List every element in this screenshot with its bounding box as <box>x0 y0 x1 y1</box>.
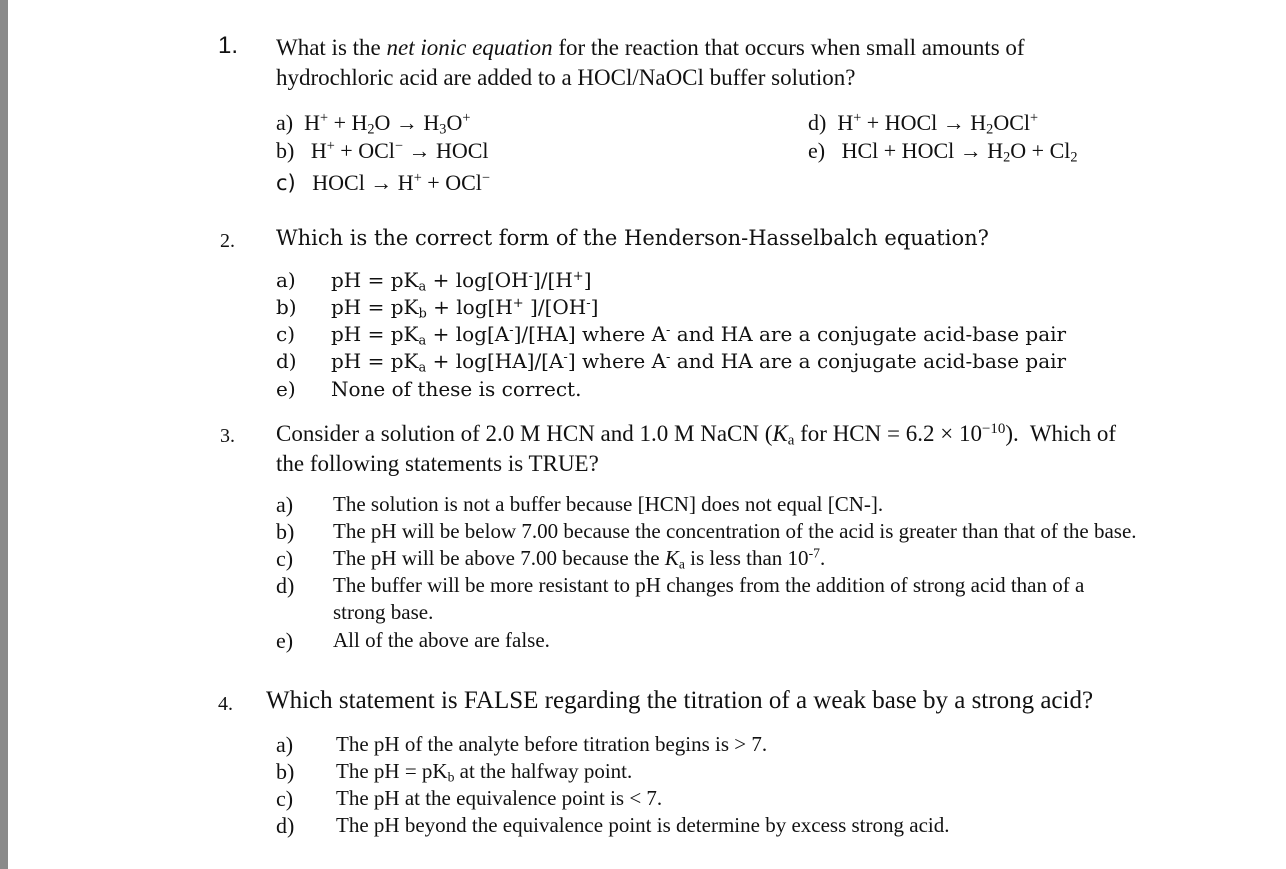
question-number: 2. <box>220 230 235 252</box>
option-letter: c) <box>276 786 294 811</box>
option-b[interactable]: The pH = $pK_b$ at the halfway point. <box>336 759 633 785</box>
question-text: Which statement is FALSE regarding the titration of a weak base by a strong acid? <box>266 687 1094 714</box>
option-letter: c) <box>276 322 296 346</box>
option-d-line-2[interactable]: strong base. <box>333 600 434 624</box>
option-letter: b) <box>276 295 297 319</box>
question-text-line-2: hydrochloric acid are added to a HOCl/NaOCl buffer solution? <box>276 65 856 90</box>
question-text-line-1: What is the net ionic equation for the reaction that occurs when small amounts of <box>276 35 1025 60</box>
option-b[interactable]: b) H+ + OCl− → HOCl <box>276 138 489 163</box>
question-number: 3. <box>220 425 235 447</box>
option-e[interactable]: All of the above are false. <box>333 628 550 652</box>
option-letter: c) <box>276 546 294 571</box>
left-window-edge <box>0 0 8 869</box>
option-d[interactable]: pH = $pK_a + \log[HA]/[A^-]$ where A- and HA are a conjugate acid-base pair <box>331 349 1067 376</box>
question-text: Which is the correct form of the Henderson-Hasselbalch equation? <box>276 226 989 250</box>
question-text-line-2: the following statements is TRUE? <box>276 451 599 476</box>
option-c[interactable]: c) HOCl → H+ + OCl− <box>276 170 490 195</box>
option-d-line-1[interactable]: The buffer will be more resistant to pH changes from the addition of strong acid than of a <box>333 573 1085 597</box>
option-letter: e) <box>276 377 296 401</box>
option-b[interactable]: The pH will be below 7.00 because the concentration of the acid is greater than that of the base. <box>333 519 1137 543</box>
option-letter: a) <box>276 732 294 757</box>
option-a[interactable]: pH = $pK_a + \log[OH^-]/[H^+]$ <box>331 268 592 295</box>
option-c[interactable]: pH = $pK_a + \log[A^-]/[HA]$ where A- and HA are a conjugate acid-base pair <box>331 322 1067 349</box>
option-letter: b) <box>276 519 295 544</box>
option-b[interactable]: pH = $pK_b + \log[H^+$ ]/[OH-] <box>331 295 599 322</box>
option-letter: a) <box>276 492 294 517</box>
option-c[interactable]: The pH at the equivalence point is < 7. <box>336 786 663 810</box>
option-c[interactable]: The pH will be above 7.00 because the $K_a$ is less than $10^{-7}$. <box>333 545 826 572</box>
option-letter: e) <box>276 628 294 653</box>
option-e[interactable]: e) HCl + HOCl → $H_2O + Cl_2$ <box>808 138 1078 166</box>
option-e[interactable]: None of these is correct. <box>331 377 582 401</box>
option-letter: a) <box>276 268 296 292</box>
question-number: 1. <box>218 32 239 59</box>
option-a[interactable]: The pH of the analyte before titration begins is > 7. <box>336 732 768 756</box>
question-text-line-1: Consider a solution of 2.0 M HCN and 1.0 M NaCN ($K_a$ for HCN = $6.2 \times 10^{-10}$). Which of <box>276 420 1117 449</box>
option-letter: d) <box>276 813 295 838</box>
option-d[interactable]: d) H+ + HOCl → $H_2OCl^+$ <box>808 110 1039 138</box>
option-letter: b) <box>276 759 295 784</box>
option-a[interactable]: The solution is not a buffer because [HCN] does not equal [CN-]. <box>333 492 884 516</box>
option-letter: d) <box>276 573 295 598</box>
option-a[interactable]: a) $H^+ + H_2O \to H_3O^+$ <box>276 110 471 138</box>
question-number: 4. <box>218 693 233 715</box>
option-letter: d) <box>276 349 297 373</box>
option-d[interactable]: The pH beyond the equivalence point is determine by excess strong acid. <box>336 813 950 837</box>
